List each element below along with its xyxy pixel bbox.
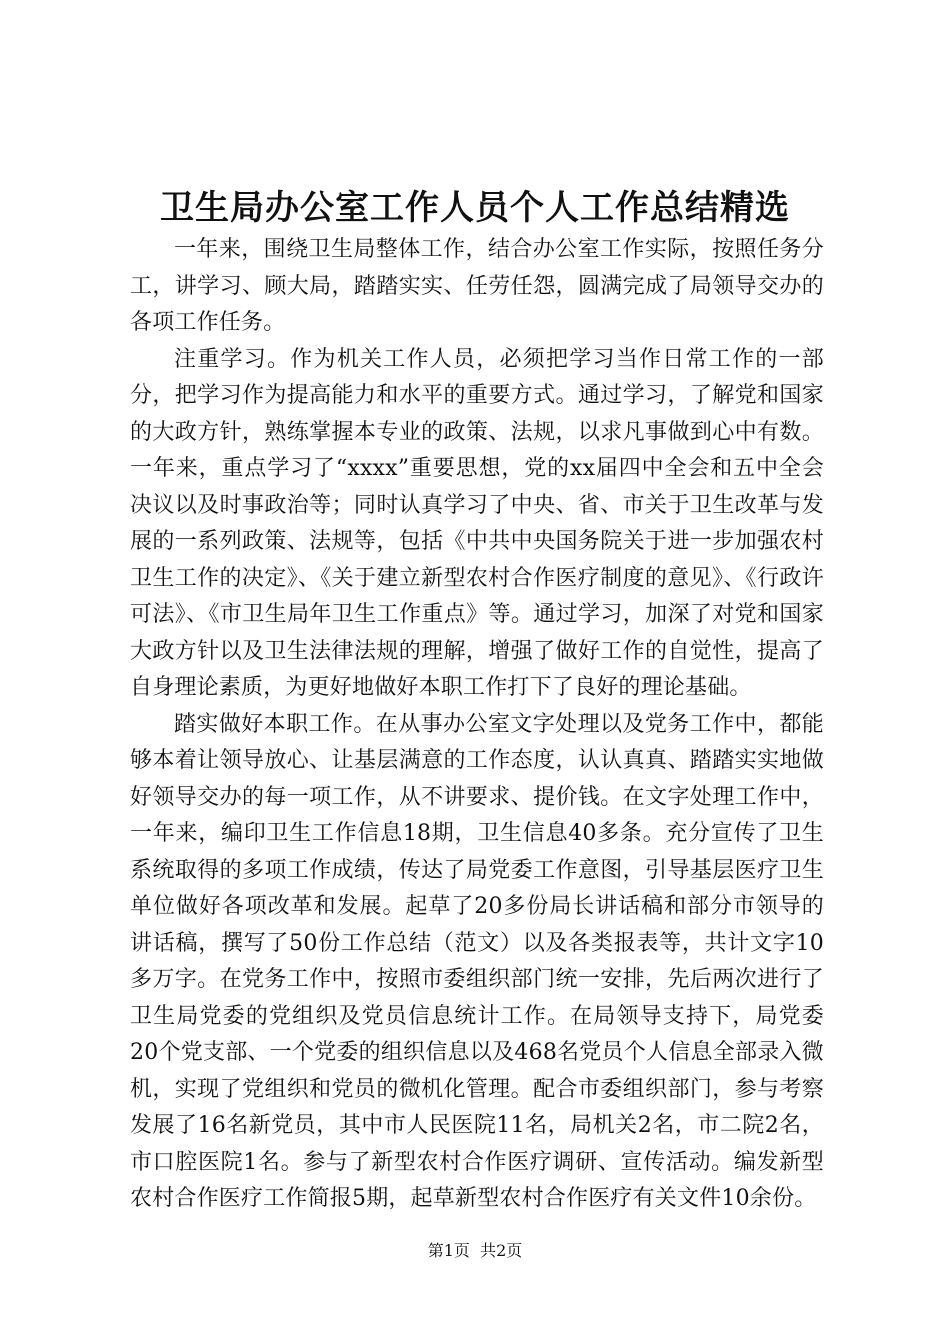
page-number: 第1页 xyxy=(427,1241,470,1260)
page-footer xyxy=(0,1240,950,1262)
document-body xyxy=(130,232,824,1218)
document-title: 卫生局办公室工作人员个人工作总结精选 xyxy=(160,188,790,228)
paragraph-intro: 一年来，围绕卫生局整体工作，结合办公室工作实际，按照任务分工，讲学习、顾大局，踏踏实实、任劳任怨，圆满完成了局领导交办的各项工作任务。 xyxy=(130,237,824,335)
paragraph-study: 注重学习。作为机关工作人员，必须把学习当作日常工作的一部分，把学习作为提高能力和水平的重要方式。通过学习，了解党和国家的大政方针，熟练掌握本专业的政策、法规，以求凡事做到心中有数。一年来，重点学习了“xxxx”重要思想，党的xx届四中全会和五中全会决议以及时事政治等；同时认真学习了中央、省、市关于卫生改革与发展的一系列政策、法规等，包括《中共中央国务院关于进一步加强农村卫生工作的决定》、《关于建立新型农村合作医疗制度的意见》、《行政许可法》、《市卫生局年卫生工作重点》等。通过学习，加深了对党和国家大政方针以及卫生法律法规的理解，增强了做好工作的自觉性，提高了自身理论素质，为更好地做好本职工作打下了良好的理论基础。 xyxy=(130,346,824,700)
paragraph-work: 踏实做好本职工作。在从事办公室文字处理以及党务工作中，都能够本着让领导放心、让基层满意的工作态度，认认真真、踏踏实实地做好领导交办的每一项工作，从不讲要求、提价钱。在文字处理工作中，一年来，编印卫生工作信息18期，卫生信息40多条。充分宣传了卫生系统取得的多项工作成绩，传达了局党委工作意图，引导基层医疗卫生单位做好各项改革和发展。起草了20多份局长讲话稿和部分市领导的讲话稿，撰写了50份工作总结（范文）以及各类报表等，共计文字10多万字。在党务工作中，按照市委组织部门统一安排，先后两次进行了卫生局党委的党组织及党员信息统计工作。在局领导支持下，局党委20个党支部、一个党委的组织信息以及468名党员个人信息全部录入微机，实现了党组织和党员的微机化管理。配合市委组织部门，参与考察发展了16名新党员，其中市人民医院11名，局机关2名，市二院2名，市口腔医院1名。参与了新型农村合作医疗调研、宣传活动。编发新型农村合作医疗工作简报5期，起草新型农村合作医疗有关文件10余份。 xyxy=(130,711,824,1211)
page-total: 共2页 xyxy=(480,1241,523,1260)
